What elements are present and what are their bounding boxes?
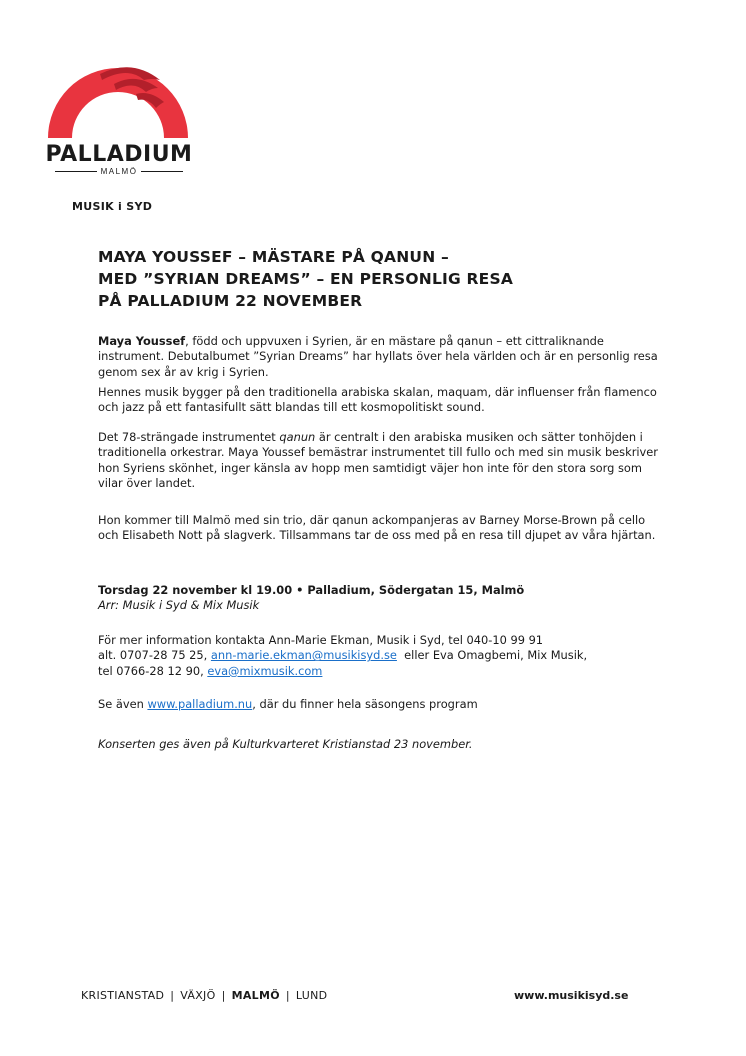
city-kristianstad: KRISTIANSTAD — [81, 989, 165, 1002]
footer-website[interactable]: www.musikisyd.se — [514, 989, 629, 1002]
logo-sub-line-right — [141, 171, 183, 172]
contact-phone-eva: tel 0766-28 12 90, — [98, 663, 208, 678]
intro-text: , född och uppvuxen i Syrien, är en mästare på qanun – ett cittraliknande instrument. Debutalbumet ”Syrian Dreams” har hyllats över hela världen och är en personlig resa genom sex år av krig i Syrien. — [98, 334, 658, 379]
extra-concert-note — [98, 737, 658, 752]
see-also — [98, 697, 658, 712]
footer-cities — [81, 989, 327, 1002]
paragraph-intro — [98, 334, 658, 380]
see-also-text-b: , där du finner hela säsongens program — [252, 697, 478, 711]
city-malmo: MALMÖ — [231, 989, 280, 1002]
event-arranger: Arr: Musik i Syd & Mix Musik — [98, 598, 260, 613]
email-link-ann-marie[interactable]: ann-marie.ekman@musikisyd.se — [210, 648, 397, 663]
city-separator: | — [221, 989, 226, 1002]
email-link-eva[interactable]: eva@mixmusik.com — [207, 663, 323, 678]
headline-line-3: PÅ PALLADIUM 22 NOVEMBER — [98, 292, 363, 310]
contact-info — [98, 633, 658, 679]
music-text: Hennes musik bygger på den traditionella arabiska skalan, maquam, där influenser från flamenco och jazz på ett fantasifullt sätt blandas till ett kosmopolitiskt sound. — [98, 385, 657, 415]
note-text: Konserten ges även på Kulturkvarteret Kristianstad 23 november. — [98, 737, 473, 751]
paragraph-instrument — [98, 430, 658, 492]
headline-line-1: MAYA YOUSSEF – MÄSTARE PÅ QANUN – — [98, 248, 449, 266]
headline — [98, 246, 658, 312]
headline-line-2: MED ”SYRIAN DREAMS” – EN PERSONLIG RESA — [98, 270, 514, 288]
contact-line-1: För mer information kontakta Ann-Marie Ekman, Musik i Syd, tel 040-10 99 91 — [98, 633, 544, 647]
logo-sub-text: MALMÖ — [100, 167, 138, 176]
trio-text: Hon kommer till Malmö med sin trio, där qanun ackompanjeras av Barney Morse-Brown på cello och Elisabeth Nott på slagverk. Tillsammans tar de oss med på en resa till djupet av våra hjärtan. — [98, 513, 656, 543]
instrument-text-a: Det 78-strängade instrumentet — [98, 430, 280, 444]
city-separator: | — [170, 989, 175, 1002]
paragraph-trio — [98, 513, 658, 544]
paragraph-music — [98, 385, 658, 416]
contact-phone-alt: alt. 0707-28 75 25, — [98, 648, 211, 663]
contact-line-2-rest: eller Eva Omagbemi, Mix Musik, — [396, 648, 588, 663]
city-vaxjo: VÄXJÖ — [180, 989, 216, 1002]
city-lund: LUND — [295, 989, 328, 1002]
logo-wordmark: PALLADIUM — [45, 142, 193, 167]
see-also-text-a: Se även — [98, 697, 148, 711]
artist-name: Maya Youssef — [98, 334, 186, 348]
musik-i-syd-logo: MUSIK i SYD — [72, 200, 153, 213]
event-details: Torsdag 22 november kl 19.00 • Palladium, Södergatan 15, Malmö — [98, 583, 525, 597]
instrument-text-b: är centralt i den arabiska musiken och sätter tonhöjden i traditionella orkestrar. Maya Youssef bemästrar instrumentet till fullo och med sin musik beskriver hon Syriens skönhet, inger känsla av hopp men samtidigt väjer hon inte för den stora sorg som vilar över landet. — [98, 430, 658, 491]
logo-arc-outer — [48, 68, 188, 138]
logo-sub-line-left — [55, 171, 97, 172]
logo-subtitle — [44, 167, 194, 179]
instrument-name: qanun — [279, 430, 316, 444]
palladium-website-link[interactable]: www.palladium.nu — [147, 697, 253, 711]
city-separator: | — [285, 989, 290, 1002]
event-info — [98, 583, 658, 614]
